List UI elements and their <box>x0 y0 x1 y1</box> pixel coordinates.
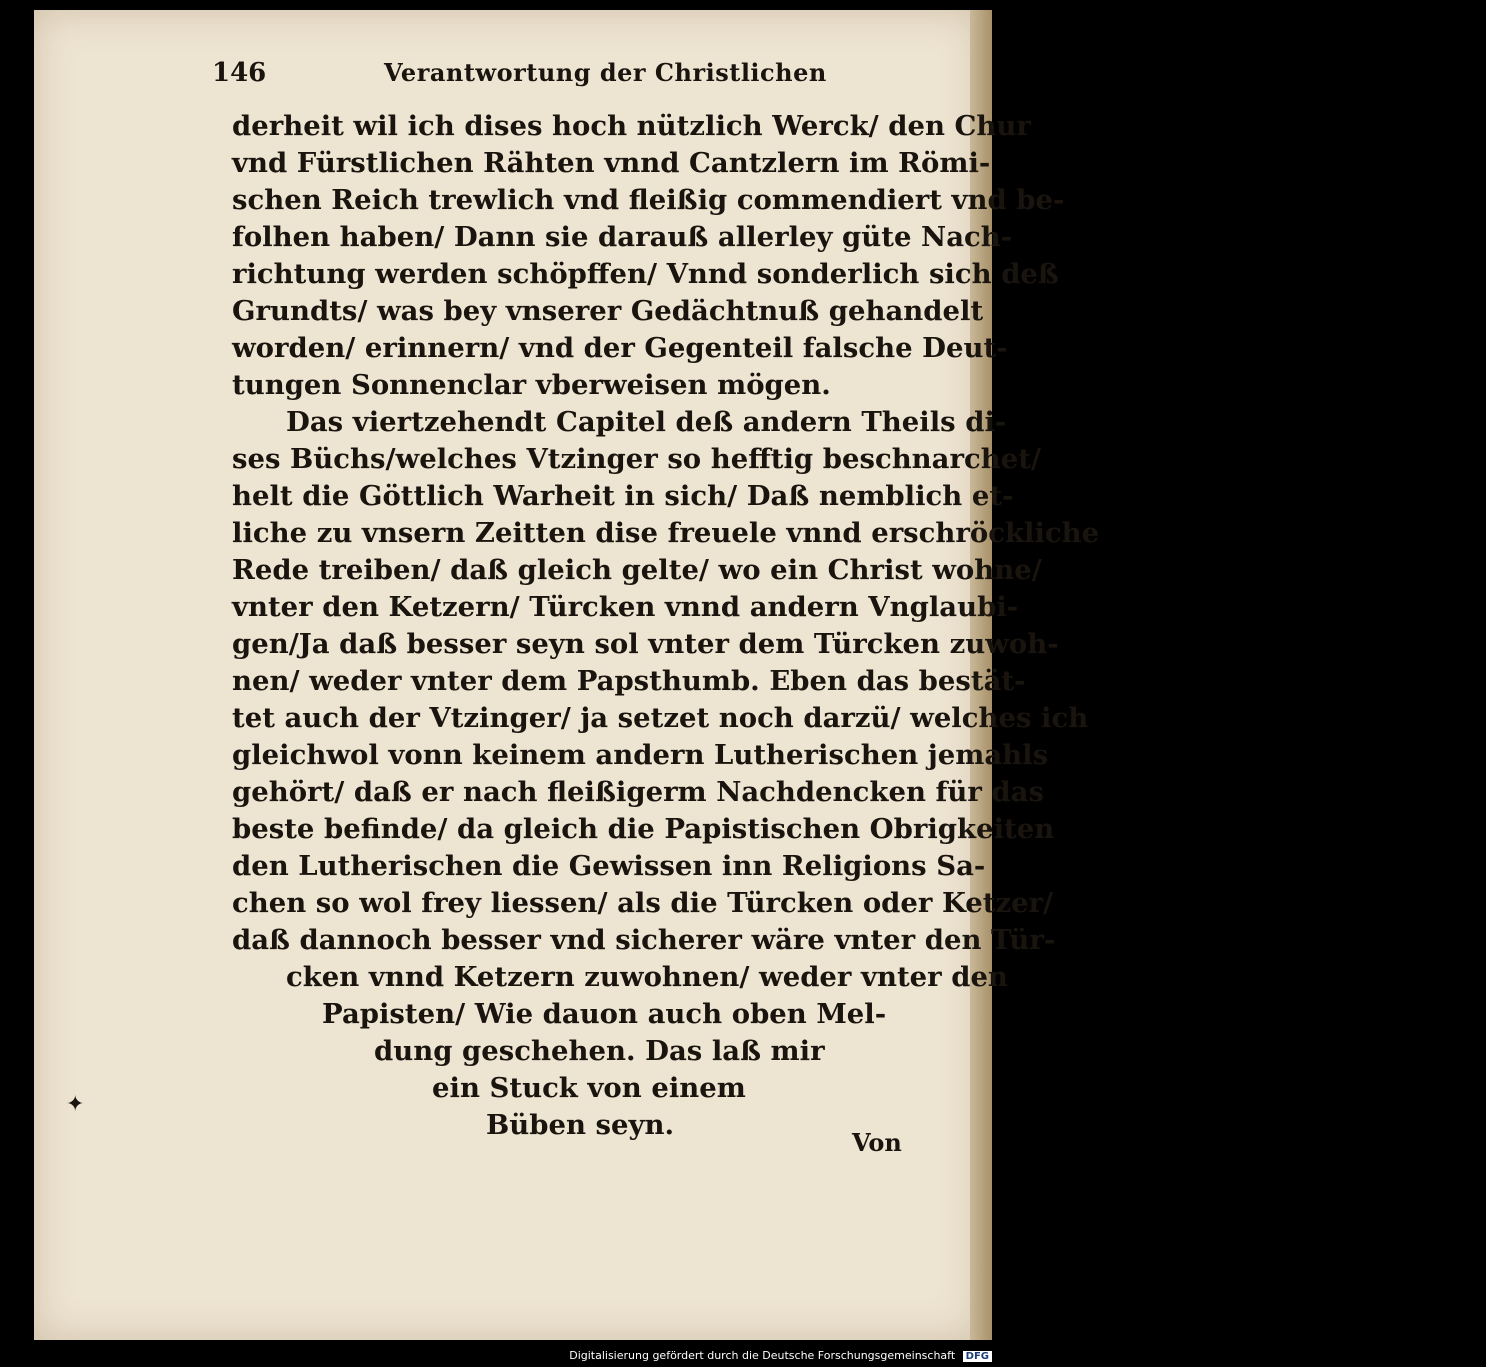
text-line: tungen Sonnenclar vberweisen mögen. <box>232 369 831 401</box>
text-line: ses Büchs/welches Vtzinger so hefftig beschnarchet/ <box>232 443 1041 475</box>
text-line: gleichwol vonn keinem andern Lutherischen jemahls <box>232 739 1049 771</box>
text-line: vnter den Ketzern/ Türcken vnnd andern Vnglaubi- <box>232 591 1019 623</box>
text-line: ein Stuck von einem <box>432 1072 746 1104</box>
margin-mark-icon: ✦ <box>66 1092 85 1117</box>
text-line: Grundts/ was bey vnserer Gedächtnuß gehandelt <box>232 295 984 327</box>
text-line: Rede treiben/ daß gleich gelte/ wo ein Christ wohne/ <box>232 554 1042 586</box>
running-head: Verantwortung der Christlichen <box>384 58 827 87</box>
dfg-logo: DFG <box>963 1351 992 1362</box>
text-line: nen/ weder vnter dem Papsthumb. Eben das bestät- <box>232 665 1026 697</box>
text-line: tet auch der Vtzinger/ ja setzet noch darzü/ welches ich <box>232 702 1089 734</box>
text-line: gen/Ja daß besser seyn sol vnter dem Türcken zuwoh- <box>232 628 1059 660</box>
text-line: folhen haben/ Dann sie darauß allerley güte Nach- <box>232 221 1013 253</box>
text-line: daß dannoch besser vnd sicherer wäre vnter den Tür- <box>232 924 1056 956</box>
text-line: vnd Fürstlichen Rähten vnnd Cantzlern im Römi- <box>232 147 991 179</box>
text-line: Papisten/ Wie dauon auch oben Mel- <box>322 998 887 1030</box>
text-line: Büben seyn. <box>486 1109 675 1141</box>
text-line: cken vnnd Ketzern zuwohnen/ weder vnter den <box>286 961 1008 993</box>
text-line: gehört/ daß er nach fleißigerm Nachdencken für das <box>232 776 1044 808</box>
text-line: schen Reich trewlich vnd fleißig commendiert vnd be- <box>232 184 1065 216</box>
footer-credit-text: Digitalisierung gefördert durch die Deutsche Forschungsgemeinschaft <box>569 1349 956 1362</box>
text-line: beste befinde/ da gleich die Papistischen Obrigkeiten <box>232 813 1055 845</box>
text-line: dung geschehen. Das laß mir <box>374 1035 825 1067</box>
text-line: derheit wil ich dises hoch nützlich Werck/ den Chur <box>232 110 1031 142</box>
catchword: Von <box>852 1128 902 1157</box>
page-number: 146 <box>212 58 267 88</box>
text-line: chen so wol frey liessen/ als die Türcken oder Ketzer/ <box>232 887 1054 919</box>
text-line: worden/ erinnern/ vnd der Gegenteil falsche Deut- <box>232 332 1008 364</box>
text-line: richtung werden schöpffen/ Vnnd sonderlich sich deß <box>232 258 1059 290</box>
text-line: Das viertzehendt Capitel deß andern Theils di- <box>286 406 1007 438</box>
text-line: helt die Göttlich Warheit in sich/ Daß nemblich et- <box>232 480 1014 512</box>
footer-credit <box>569 1349 992 1362</box>
text-line: den Lutherischen die Gewissen inn Religions Sa- <box>232 850 986 882</box>
text-line: liche zu vnsern Zeitten dise freuele vnnd erschröckliche <box>232 517 1100 549</box>
